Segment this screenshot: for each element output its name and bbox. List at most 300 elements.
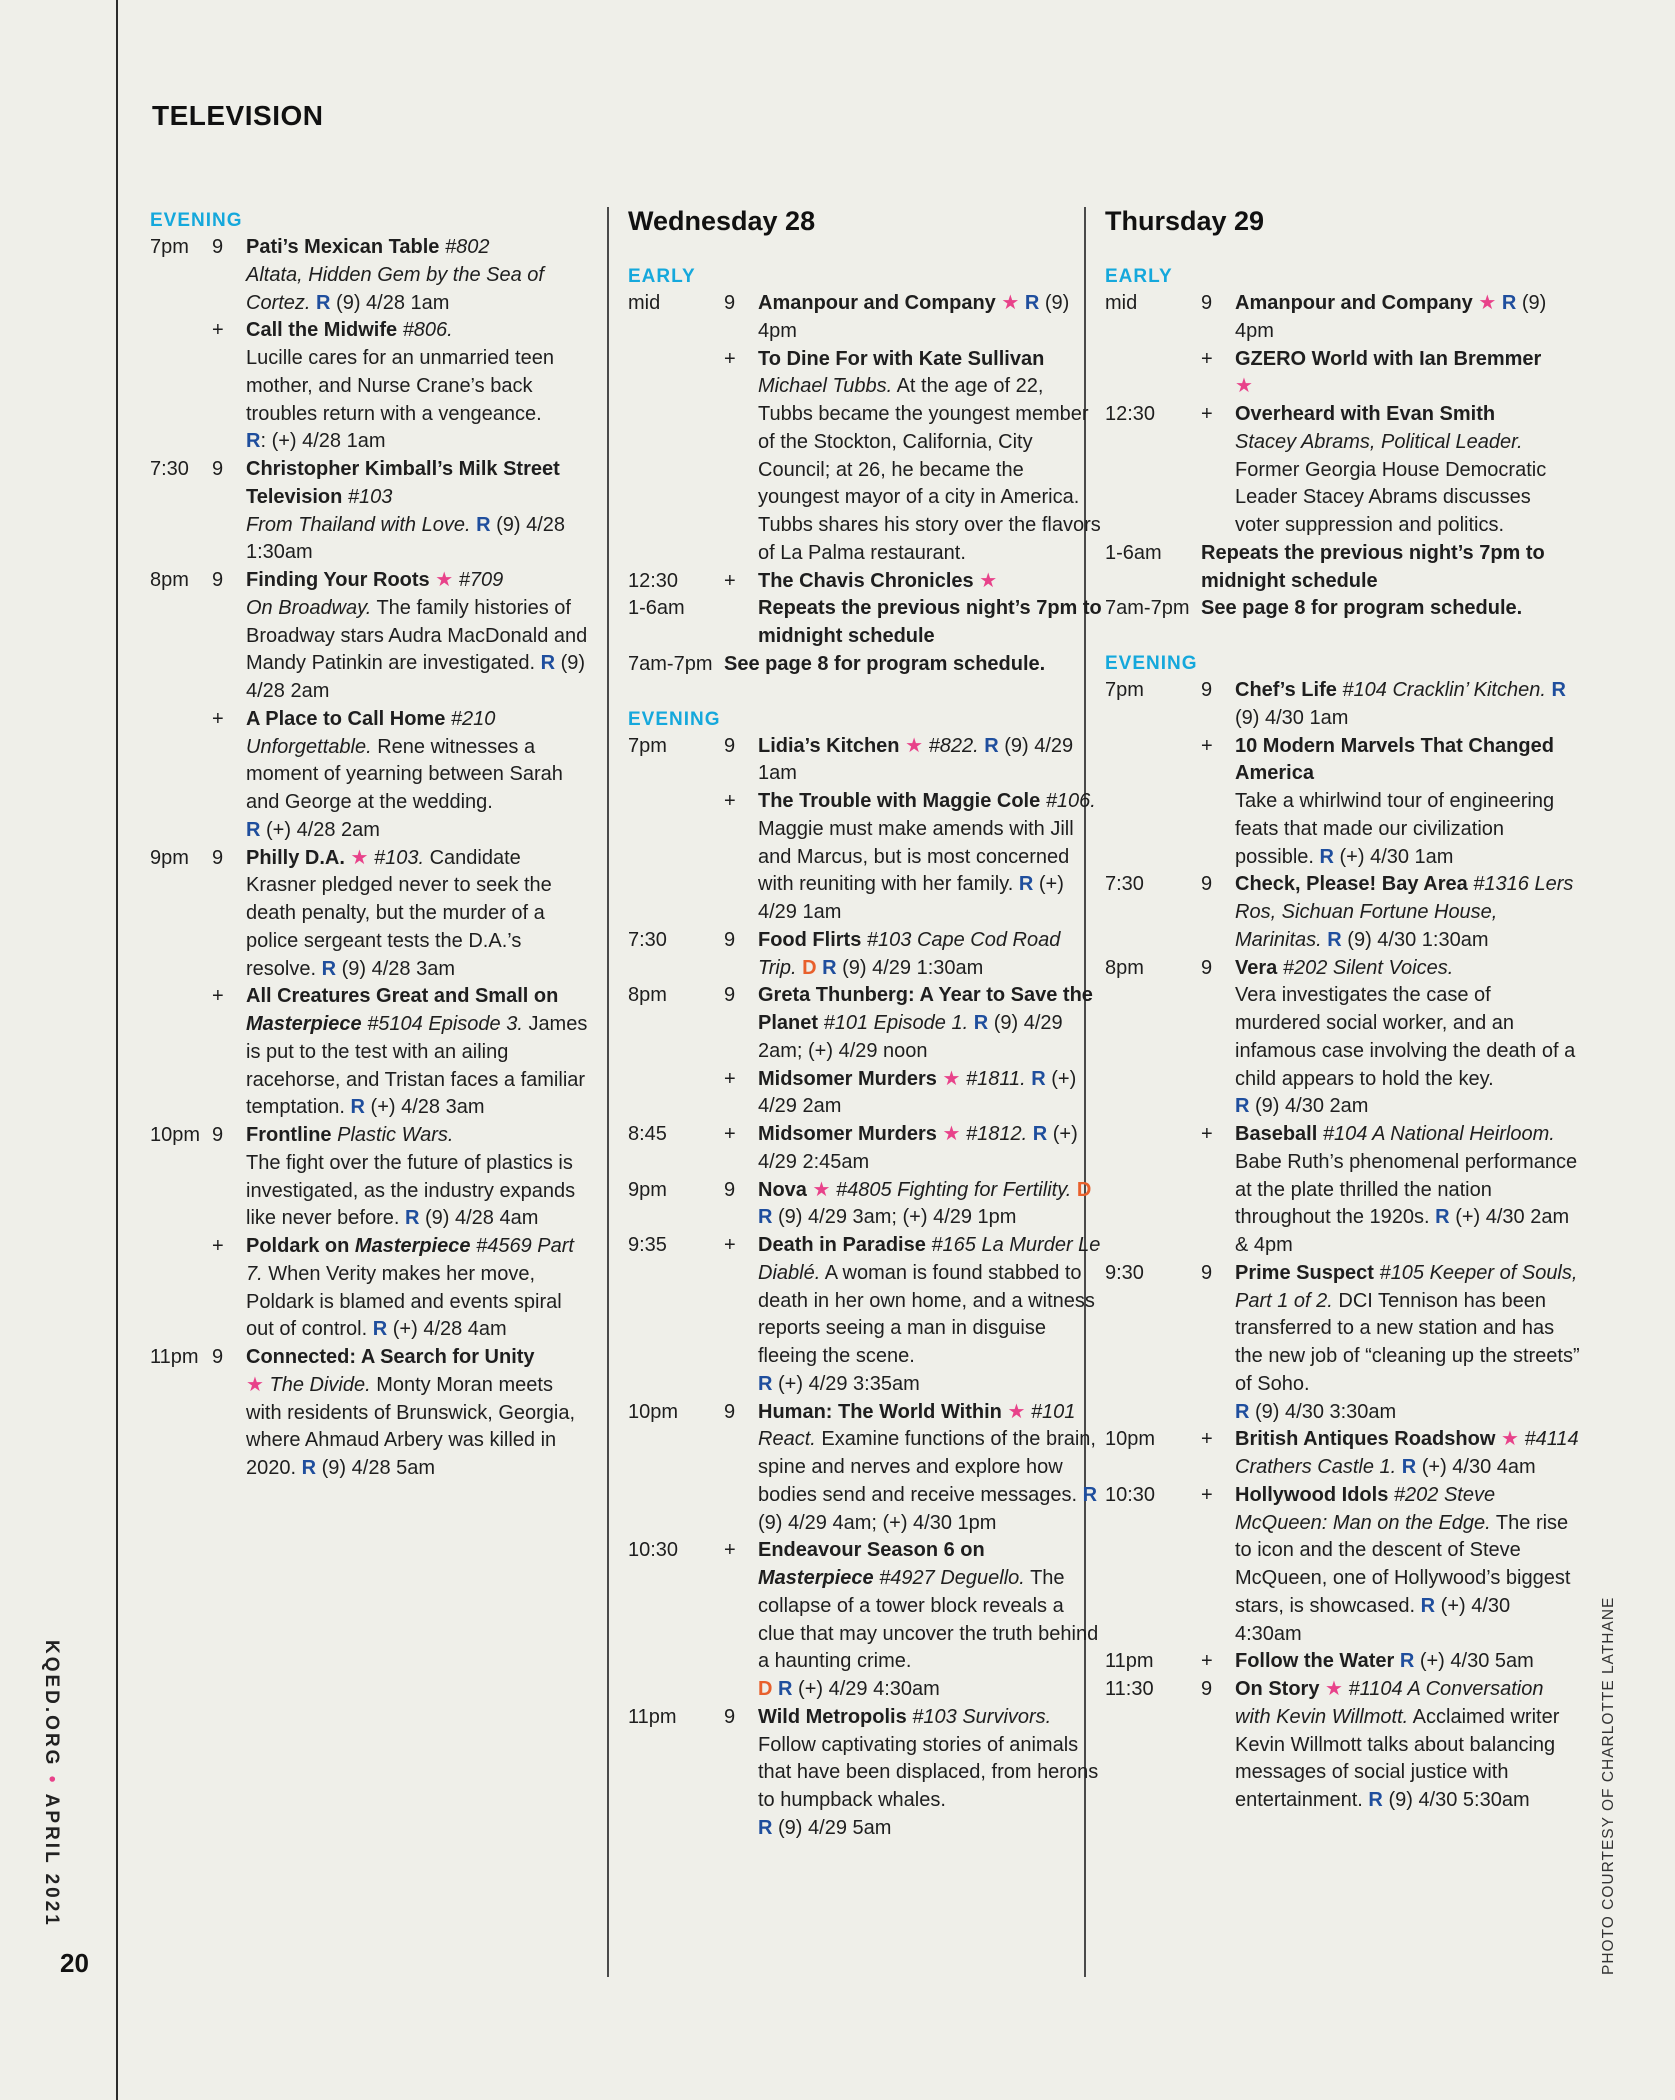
episode-info: Plastic Wars.: [337, 1124, 454, 1146]
repeat-times: (9) 4/30 1:30am: [1347, 928, 1489, 951]
listing-time: 7pm: [1105, 679, 1144, 701]
listing-entry: [628, 1121, 1078, 1177]
repeat-times: (+) 4/30 1am: [1339, 845, 1454, 868]
episode-info: #4114 Crathers Castle 1.: [1235, 1428, 1579, 1478]
listing-channel: 9: [724, 984, 736, 1007]
repeat-times: (9) 4/30 2am: [1255, 1095, 1369, 1118]
repeat-times: (+) 4/29 3:35am: [778, 1372, 920, 1395]
repeat-icon: R: [1401, 1456, 1417, 1478]
program-title: Chef’s Life: [1235, 679, 1337, 701]
listing-channel: +: [724, 1067, 736, 1090]
program-title-italic: Masterpiece: [246, 1013, 362, 1035]
episode-info: #4569 Part 7.: [246, 1235, 574, 1285]
program-description: When Verity makes her move, Poldark is blamed and events spiral out of control.: [246, 1262, 562, 1341]
star-icon: ★: [1235, 375, 1253, 398]
listing-channel: +: [1201, 347, 1213, 370]
program-title: Amanpour and Company: [1235, 292, 1473, 314]
repeat-times: (9) 4/29 5am: [778, 1816, 892, 1839]
listing-time: 10:30: [628, 1539, 679, 1562]
program-title: Amanpour and Company: [758, 292, 996, 314]
episode-info: #202 Silent Voices.: [1282, 956, 1454, 979]
listing-channel: 9: [724, 1400, 736, 1423]
episode-info: #165 La Murder Le Diablé.: [758, 1234, 1101, 1284]
program-title: Wild Metropolis: [758, 1705, 907, 1728]
listing-time: 7:30: [1105, 873, 1144, 896]
listing-channel: 9: [724, 734, 736, 757]
evening-block: [628, 706, 1101, 1843]
episode-info: #104 A National Heirloom.: [1322, 1123, 1555, 1145]
program-title: Frontline: [246, 1124, 332, 1146]
program-description: The collapse of a tower block reveals a clue that may uncover the truth behind a haunting crime.: [758, 1567, 1099, 1673]
repeat-times: (9) 4/28 5am: [321, 1457, 436, 1479]
episode-info: #104 Cracklin’ Kitchen.: [1342, 679, 1546, 701]
program-description: Vera investigates the case of murdered social worker, and an infamous case involving the death of a child appears to hold the key.: [1235, 984, 1576, 1090]
listing-channel: 9: [724, 1705, 736, 1728]
listing-time: 8pm: [1105, 956, 1144, 979]
program-title: Lidia’s Kitchen: [758, 734, 900, 757]
program-description: Examine functions of the brain, spine and nerves and explore how bodies send and receive messages.: [758, 1428, 1096, 1506]
episode-title: From Thailand with Love.: [246, 513, 471, 536]
listing-entry: [628, 1537, 1099, 1704]
program-title: British Antiques Roadshow: [1235, 1428, 1496, 1451]
star-icon: ★: [1001, 292, 1020, 314]
listing-channel: 9: [212, 1346, 224, 1368]
repeat-icon: R: [1082, 1483, 1098, 1506]
wednesday-column: [628, 206, 1102, 1870]
repeat-icon: R: [301, 1457, 317, 1479]
listing-entry: [1105, 346, 1545, 402]
listing-time: [150, 706, 212, 845]
repeat-icon: R: [822, 956, 837, 979]
star-icon: ★: [1007, 1400, 1026, 1423]
program-title: Christopher Kimball’s Milk Street Television: [246, 458, 560, 508]
listing-channel: +: [1201, 403, 1213, 425]
program-description: The rise to icon and the descent of Steve McQueen, one of Hollywood’s biggest stars, is showcased.: [1235, 1511, 1571, 1617]
program-description: Babe Ruth’s phenomenal performance at the plate thrilled the nation throughout the 1920s.: [1235, 1150, 1578, 1229]
program-title: On Story: [1235, 1678, 1320, 1700]
repeat-times: (+) 4/28 2am: [266, 818, 380, 841]
program-title: Human: The World Within: [758, 1400, 1002, 1423]
episode-info: #202 Steve McQueen: Man on the Edge.: [1235, 1483, 1496, 1534]
program-title: Greta Thunberg: A Year to Save the Planet: [758, 984, 1093, 1034]
program-description: Monty Moran meets with residents of Brunswick, Georgia, where Ahmaud Arbery was killed in 2020.: [246, 1373, 576, 1479]
repeat-times: (9) 4/29 1am: [758, 734, 1074, 785]
listing-channel: 9: [212, 569, 224, 591]
repeat-times: (9) 4/28 3am: [341, 957, 455, 980]
listing-channel: 9: [1201, 679, 1213, 701]
episode-info: #103 Cape Cod Road Trip.: [758, 928, 1061, 979]
repeat-times: (9) 4/29 2am; (+) 4/29 noon: [758, 1012, 1063, 1062]
repeat-times: (+) 4/28 4am: [392, 1318, 507, 1341]
listing-time: 10pm: [1105, 1428, 1156, 1451]
listing-entry: [628, 595, 1102, 651]
repeat-times: (+) 4/29 2:45am: [758, 1123, 1078, 1173]
listing-entry: [150, 845, 590, 984]
folio-dot: •: [41, 1775, 62, 1786]
listing-time: 12:30: [628, 569, 679, 592]
program-title: Call the Midwife: [246, 319, 398, 342]
program-description: Rene witnesses a moment of yearning between Sarah and George at the wedding.: [246, 735, 563, 813]
listing-channel: +: [724, 347, 736, 370]
episode-info: #106.: [1045, 790, 1096, 812]
folio-site: KQED.ORG: [41, 1640, 62, 1768]
repeat-times: (9) 4pm: [758, 292, 1070, 342]
episode-info: #1812.: [966, 1123, 1028, 1145]
repeat-times: (+) 4/30 2am & 4pm: [1235, 1206, 1570, 1256]
repeat-icon: R: [1368, 1789, 1383, 1811]
listing-entry: [628, 568, 1068, 596]
program-title: Poldark on: [246, 1235, 350, 1257]
star-icon: ★: [979, 569, 998, 592]
repeat-times: (+) 4/30 5am: [1419, 1650, 1534, 1673]
listing-entry: [1105, 955, 1576, 1122]
listing-entry: [628, 982, 1093, 1065]
repeat-icon: R: [321, 957, 337, 980]
evening-label: EVENING: [628, 708, 721, 730]
listing-time: 9pm: [150, 846, 189, 869]
listing-time: 7:30: [628, 928, 667, 951]
listing-channel: +: [1201, 1123, 1213, 1145]
listing-channel: 9: [212, 846, 224, 869]
star-icon: ★: [942, 1067, 961, 1090]
listing-time: [1105, 346, 1201, 402]
program-title-italic: Masterpiece: [758, 1567, 874, 1589]
program-title: Endeavour Season 6 on: [758, 1539, 985, 1562]
listing-time: [1105, 733, 1201, 872]
episode-info: #822.: [928, 734, 979, 757]
program-title: Check, Please! Bay Area: [1235, 873, 1468, 896]
repeat-times: (9) 4/30 3:30am: [1255, 1400, 1397, 1423]
program-title-italic: Masterpiece: [354, 1235, 471, 1257]
listing-channel: 9: [1201, 956, 1213, 979]
program-title: Philly D.A.: [246, 846, 345, 869]
repeat-icon: R: [1420, 1594, 1436, 1617]
listing-time: 7:30: [150, 458, 189, 480]
listing-channel: +: [212, 707, 224, 730]
program-title: 10 Modern Marvels That Changed America: [1235, 734, 1554, 785]
listing-time: 10pm: [628, 1400, 679, 1423]
program-title: Baseball: [1235, 1123, 1318, 1145]
repeat-icon: R: [1551, 679, 1566, 701]
listing-time: [150, 983, 212, 1122]
listing-time: 7pm: [150, 236, 189, 258]
episode-info: The Divide.: [269, 1373, 371, 1396]
listing-group: [150, 234, 590, 1483]
listing-time: 9pm: [628, 1178, 667, 1201]
episode-title: Altata, Hidden Gem by the Sea of Cortez.: [246, 263, 544, 314]
listing-time: 11pm: [628, 1705, 677, 1728]
thursday-column: [1105, 206, 1580, 1842]
listing-entry: [628, 346, 1101, 568]
listing-channel: 9: [724, 292, 736, 314]
episode-info: #4927 Deguello.: [879, 1567, 1025, 1589]
episode-info: #4805 Fighting for Fertility.: [835, 1178, 1072, 1201]
repeat-times: (9) 4/28 1:30am: [246, 513, 566, 564]
program-title: Prime Suspect: [1235, 1261, 1374, 1284]
listing-entry: [1105, 1482, 1571, 1649]
listing-entry: [150, 234, 590, 317]
star-icon: ★: [1500, 1428, 1519, 1451]
program-description: Follow captivating stories of animals that have been displaced, from herons to humpback whales.: [758, 1733, 1099, 1811]
program-title: Nova: [758, 1178, 807, 1201]
repeat-times: (9) 4/30 1am: [1235, 706, 1349, 729]
program-title: The Trouble with Maggie Cole: [758, 790, 1041, 812]
listing-entry: [1105, 540, 1545, 596]
repeat-icon: R: [1018, 873, 1034, 896]
listing-entry: [150, 1122, 590, 1233]
repeat-icon: R: [1024, 292, 1040, 314]
repeat-times: (9) 4/28 4am: [425, 1207, 539, 1230]
day-heading: Thursday 29: [1105, 206, 1265, 236]
program-description: DCI Tennison has been transferred to a new station and has the new job of “cleaning up the streets” of Soho.: [1235, 1289, 1580, 1395]
star-icon: ★: [350, 846, 369, 869]
listing-entry: [150, 567, 590, 706]
repeat-icon: R: [540, 652, 556, 675]
listing-time: [628, 1066, 724, 1122]
listing-time: 7am-7pm: [628, 652, 713, 675]
repeat-icon: R: [1032, 1123, 1048, 1145]
listing-channel: +: [212, 1235, 224, 1257]
episode-title: Michael Tubbs.: [758, 375, 893, 398]
program-description: The family histories of Broadway stars Audra MacDonald and Mandy Patinkin are investigated.: [246, 596, 588, 675]
episode-info: #105 Keeper of Souls, Part 1 of 2.: [1235, 1261, 1578, 1312]
repeat-icon: R: [1501, 292, 1517, 314]
episode-info: #5104 Episode 3.: [367, 1013, 523, 1035]
program-title: The Chavis Chronicles: [758, 569, 974, 592]
listing-time: 8pm: [150, 569, 189, 591]
listing-channel: +: [724, 790, 736, 812]
listing-entry: [628, 1066, 1077, 1122]
episode-title: Unforgettable.: [246, 735, 372, 758]
episode-title: On Broadway.: [246, 596, 372, 619]
listing-entry: [628, 788, 1096, 927]
early-block: [1105, 263, 1545, 623]
repeat-times: (+) 4/28 3am: [370, 1096, 485, 1119]
listing-entry: [1105, 871, 1574, 954]
program-title: Finding Your Roots: [246, 569, 430, 591]
listing-time: 9:35: [628, 1234, 667, 1256]
star-icon: ★: [435, 569, 454, 591]
star-icon: ★: [905, 734, 924, 757]
listing-entry: [628, 290, 1068, 346]
repeat-times: (+) 4/30 4:30am: [1235, 1594, 1511, 1645]
program-description: The fight over the future of plastics is investigated, as the industry expands like never before.: [246, 1151, 576, 1230]
listing-entry: [628, 733, 1074, 789]
program-title: Pati’s Mexican Table: [246, 236, 440, 258]
listing-entry: [628, 651, 1068, 679]
listing-time: mid: [628, 292, 661, 314]
program-title: Midsomer Murders: [758, 1067, 937, 1090]
program-title: Repeats the previous night’s 7pm to midnight schedule: [758, 597, 1102, 647]
repeat-icon: R: [1399, 1650, 1415, 1673]
listing-time: [628, 346, 724, 568]
program-description: Acclaimed writer Kevin Willmott talks about balancing messages of social justice with entertainment.: [1235, 1705, 1560, 1811]
program-title: Hollywood Idols: [1235, 1483, 1389, 1506]
listing-entry: [1105, 733, 1555, 872]
evening-label: EVENING: [150, 210, 243, 231]
listing-time: mid: [1105, 292, 1138, 314]
episode-info: #1316 Lers Ros, Sichuan Fortune House, Marinitas.: [1235, 873, 1574, 951]
listing-entry: [150, 1344, 590, 1483]
listing-entry: [1105, 1121, 1578, 1260]
repeat-icon: R: [1031, 1067, 1046, 1090]
listing-entry: [1105, 401, 1545, 540]
repeat-icon: R: [1327, 928, 1342, 951]
listing-channel: +: [1201, 1650, 1213, 1673]
listing-time: 1-6am: [628, 597, 685, 620]
listing-entry: [1105, 1260, 1580, 1427]
repeat-icon: R: [476, 513, 491, 536]
early-label: EARLY: [1105, 266, 1173, 287]
program-title: See page 8 for program schedule.: [724, 652, 1046, 675]
episode-info: #101 React.: [758, 1400, 1076, 1451]
program-title: Follow the Water: [1235, 1650, 1395, 1673]
program-title: All Creatures Great and Small on: [246, 985, 559, 1008]
program-title: Repeats the previous night’s 7pm to midnight schedule: [1201, 541, 1545, 592]
episode-info: #103 Survivors.: [912, 1705, 1052, 1728]
episode-info: #103: [347, 485, 393, 508]
listing-time: 8:45: [628, 1123, 667, 1145]
episode-info: #103.: [373, 846, 425, 869]
listing-channel: +: [1201, 1483, 1213, 1506]
listing-time: [150, 1233, 212, 1344]
repeat-icon: R: [246, 818, 261, 841]
episode-info: #210: [450, 707, 496, 730]
program-description: Lucille cares for an unmarried teen mother, and Nurse Crane’s back troubles return with a vengeance.: [246, 347, 554, 425]
listing-channel: 9: [1201, 1678, 1213, 1700]
listing-time: 7pm: [628, 734, 667, 757]
side-folio: [40, 1640, 62, 1928]
repeat-icon: R: [758, 1206, 773, 1229]
program-title: See page 8 for program schedule.: [1201, 597, 1523, 620]
listing-channel: +: [724, 1234, 736, 1256]
listing-entry: [628, 1232, 1101, 1399]
repeat-icon: R: [372, 1318, 388, 1341]
star-icon: ★: [246, 1373, 264, 1396]
program-description: Maggie must make amends with Jill and Marcus, but is most concerned with reuniting with her family.: [758, 817, 1074, 896]
program-title: Midsomer Murders: [758, 1123, 937, 1145]
repeat-icon: R: [758, 1816, 773, 1839]
listing-entry: [1105, 290, 1545, 346]
repeat-times: : (+) 4/28 1am: [260, 430, 386, 453]
listing-entry: [628, 927, 1068, 983]
program-description: Take a whirlwind tour of engineering feats that made our civilization possible.: [1235, 790, 1555, 868]
repeat-icon: R: [1235, 1400, 1250, 1423]
episode-info: #1811.: [966, 1067, 1026, 1090]
listing-channel: 9: [1201, 292, 1213, 314]
program-title: To Dine For with Kate Sullivan: [758, 347, 1045, 370]
listing-time: 9:30: [1105, 1261, 1144, 1284]
listing-time: 10pm: [150, 1124, 201, 1146]
program-title: Connected: A Search for Unity: [246, 1346, 535, 1368]
listing-entry: [150, 317, 590, 456]
repeat-times: (9) 4/28 1am: [336, 291, 450, 314]
star-icon: ★: [1325, 1678, 1343, 1700]
listing-channel: +: [1201, 1428, 1213, 1451]
page-margin-rule: [116, 0, 118, 2100]
day-heading: Wednesday 28: [628, 206, 816, 236]
program-title: GZERO World with Ian Bremmer: [1235, 347, 1542, 370]
repeat-icon: R: [1319, 845, 1334, 868]
program-description: A woman is found stabbed to death in her own home, and a witness reports seeing a man in disguise fleeing the scene.: [758, 1261, 1095, 1367]
program-description: James is put to the test with an ailing racehorse, and Tristan faces a familiar temptation.: [246, 1013, 588, 1119]
photo-credit: PHOTO COURTESY OF CHARLOTTE LATHANE: [1600, 1596, 1617, 1975]
listing-time: 11pm: [1105, 1650, 1154, 1673]
listing-channel: 9: [212, 1124, 224, 1146]
listing-entry: [150, 1233, 590, 1344]
repeat-icon: R: [758, 1372, 773, 1395]
listing-entry: [628, 1399, 1098, 1538]
listing-channel: 9: [1201, 1261, 1213, 1284]
repeat-icon: R: [404, 1207, 420, 1230]
repeat-icon: R: [1435, 1206, 1450, 1229]
program-description: Former Georgia House Democratic Leader Stacey Abrams discusses voter suppression and politics.: [1235, 458, 1547, 536]
tuesday-evening-column: [150, 207, 590, 1483]
listing-time: [1105, 1121, 1201, 1260]
listing-channel: 9: [212, 458, 224, 480]
repeat-icon: R: [316, 291, 331, 314]
program-title: Food Flirts: [758, 928, 862, 951]
repeat-times: (9) 4/28 2am: [246, 652, 586, 702]
repeat-icon: R: [350, 1096, 365, 1119]
episode-info: #709: [458, 569, 504, 591]
listing-entry: [150, 706, 590, 845]
listing-time: 8pm: [628, 984, 667, 1007]
repeat-times: (9) 4/30 5:30am: [1388, 1789, 1530, 1811]
listing-entry: [1105, 595, 1545, 623]
section-title: TELEVISION: [152, 100, 324, 131]
repeat-times: (9) 4/29 1:30am: [842, 956, 984, 979]
listing-entry: [1105, 1426, 1579, 1482]
episode-title: Stacey Abrams, Political Leader.: [1235, 430, 1523, 453]
star-icon: ★: [942, 1123, 961, 1145]
listing-time: 1-6am: [1105, 541, 1162, 564]
program-title: Death in Paradise: [758, 1234, 926, 1256]
described-icon: D: [758, 1678, 773, 1700]
repeat-times: (9) 4/29 4am; (+) 4/30 1pm: [758, 1511, 997, 1534]
episode-info: #1104 A Conversation with Kevin Willmott.: [1235, 1678, 1544, 1728]
listing-time: 11pm: [150, 1346, 199, 1368]
listing-time: [150, 317, 212, 456]
repeat-times: (9) 4/29 3am; (+) 4/29 1pm: [778, 1206, 1017, 1229]
early-label: EARLY: [628, 266, 696, 287]
program-description: At the age of 22, Tubbs became the youngest member of the Stockton, California, City Council; at 26, he became the youngest mayor of a city in America. Tubbs shares his story over the flavors of La Palma restaurant.: [758, 375, 1101, 564]
listing-channel: [724, 595, 758, 651]
repeat-icon: R: [1235, 1095, 1250, 1118]
star-icon: ★: [1478, 292, 1497, 314]
listing-entry: [1105, 1676, 1560, 1815]
repeat-icon: R: [246, 430, 261, 453]
listing-channel: 9: [724, 928, 736, 951]
listing-entry: [150, 983, 590, 1122]
listing-time: 7am-7pm: [1105, 597, 1190, 620]
listing-entry: [628, 1704, 1099, 1843]
listing-channel: +: [1201, 734, 1213, 757]
program-title: A Place to Call Home: [246, 707, 446, 730]
listing-entry: [1105, 1648, 1545, 1676]
listing-time: 12:30: [1105, 403, 1156, 425]
listing-channel: 9: [1201, 873, 1213, 896]
folio-date: APRIL 2021: [41, 1793, 62, 1928]
listing-channel: +: [724, 569, 736, 592]
described-icon: D: [1076, 1178, 1092, 1201]
listing-channel: +: [212, 319, 224, 342]
listing-entry: [1105, 677, 1566, 733]
repeat-icon: R: [973, 1012, 989, 1034]
evening-label: EVENING: [1105, 653, 1198, 674]
early-block: [628, 263, 1102, 679]
episode-info: #806.: [402, 319, 453, 342]
